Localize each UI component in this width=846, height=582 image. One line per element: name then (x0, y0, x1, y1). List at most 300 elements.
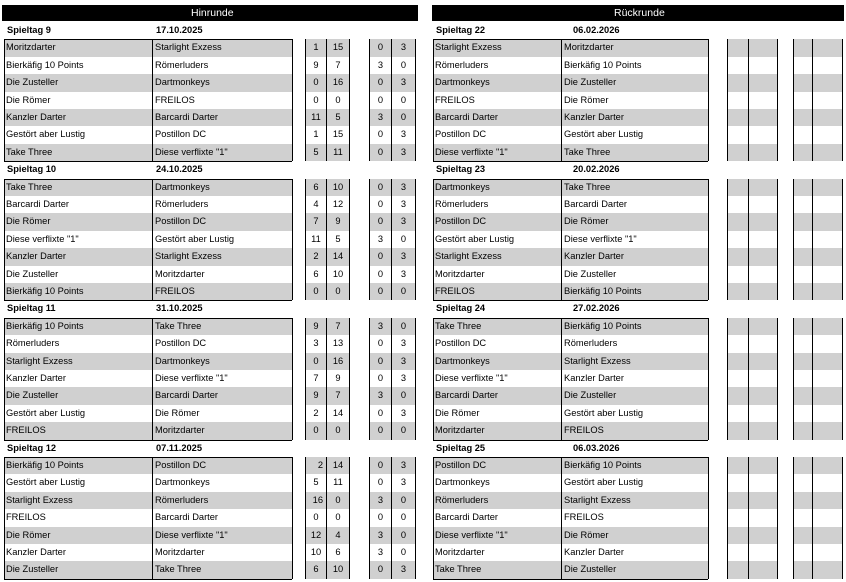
points-away: 0 (392, 422, 416, 439)
home-team: Moritzdarter (4, 39, 152, 56)
matchday-title: Spieltag 25 (436, 442, 486, 453)
points-away: 3 (392, 370, 416, 387)
return-points-home (793, 109, 813, 126)
return-points-home (793, 266, 813, 283)
return-away-team: Gestört aber Lustig (564, 407, 644, 418)
points-away: 3 (392, 353, 416, 370)
matchday-date: 24.10.2025 (156, 164, 203, 175)
return-score-away (749, 387, 778, 404)
return-home-team: Römerluders (435, 199, 489, 209)
return-away-team: Die Römer (562, 527, 708, 544)
points-away: 0 (392, 231, 416, 248)
grid-line (152, 318, 153, 440)
score-away: 5 (327, 231, 350, 248)
away-team: FREILOS (155, 94, 195, 105)
score-away: 0 (327, 422, 350, 439)
return-score-home (727, 39, 749, 56)
points-away: 0 (392, 109, 416, 126)
grid-line (433, 179, 434, 301)
return-points-home (793, 474, 813, 491)
return-away-team: Take Three (562, 144, 708, 161)
return-score-away (749, 266, 778, 283)
away-team: Dartmonkeys (153, 179, 292, 196)
score-away: 11 (327, 474, 350, 491)
return-home-team: Dartmonkeys (433, 74, 561, 91)
return-score-away (749, 231, 778, 248)
home-team: Römerluders (6, 338, 60, 349)
return-score-away (749, 248, 778, 265)
away-team: Take Three (153, 561, 292, 578)
away-team: Barcardi Darter (153, 109, 292, 126)
return-points-home (793, 509, 813, 526)
away-team: Diese verflixte "1" (153, 144, 292, 161)
points-away: 3 (392, 405, 416, 422)
grid-line (292, 318, 293, 440)
grid-line (4, 457, 292, 458)
return-score-home (727, 213, 749, 230)
grid-line (433, 318, 708, 319)
return-score-away (749, 527, 778, 544)
points-home: 3 (369, 109, 392, 126)
return-away-team: Die Römer (564, 94, 609, 105)
points-away: 0 (392, 527, 416, 544)
home-team: Bierkäfig 10 Points (4, 283, 152, 300)
score-away: 11 (327, 144, 350, 161)
return-away-team: Bierkäfig 10 Points (562, 283, 708, 300)
score-away: 13 (327, 335, 350, 352)
score-home: 4 (305, 196, 327, 213)
home-team: Die Römer (6, 94, 51, 105)
away-team: Dartmonkeys (153, 74, 292, 91)
home-team: Die Römer (4, 527, 152, 544)
return-away-team: Kanzler Darter (562, 248, 708, 265)
return-away-team: Die Zusteller (562, 561, 708, 578)
points-away: 3 (392, 74, 416, 91)
return-away-team: Gestört aber Lustig (564, 477, 644, 488)
score-away: 16 (327, 74, 350, 91)
score-away: 0 (327, 492, 350, 509)
return-points-home (793, 179, 813, 196)
home-team: Kanzler Darter (6, 547, 66, 557)
grid-line (561, 318, 562, 440)
return-home-team: Postillon DC (433, 213, 561, 230)
grid-line (152, 457, 153, 579)
grid-line (708, 318, 709, 440)
return-points-home (793, 231, 813, 248)
home-team: Bierkäfig 10 Points (6, 59, 84, 70)
score-home: 0 (305, 353, 327, 370)
points-home: 3 (369, 527, 392, 544)
away-team: Die Römer (155, 407, 200, 418)
points-home: 0 (369, 92, 392, 109)
points-home: 0 (369, 353, 392, 370)
return-home-team: Dartmonkeys (433, 353, 561, 370)
return-points-away (813, 109, 843, 126)
return-points-home (793, 422, 813, 439)
return-points-home (793, 353, 813, 370)
return-points-away (813, 144, 843, 161)
grid-line (433, 39, 434, 161)
return-away-team: Starlight Exzess (562, 492, 708, 509)
points-away: 0 (392, 492, 416, 509)
home-team: Die Römer (4, 213, 152, 230)
away-team: Römerluders (155, 59, 209, 70)
return-points-home (793, 92, 813, 109)
return-points-away (813, 318, 843, 335)
home-team: Starlight Exzess (4, 492, 152, 509)
points-away: 3 (392, 335, 416, 352)
points-home: 3 (369, 57, 392, 74)
away-team: Postillon DC (153, 457, 292, 474)
matchday-date: 20.02.2026 (573, 164, 620, 175)
score-home: 5 (305, 474, 327, 491)
score-home: 11 (305, 231, 327, 248)
home-team: Bierkäfig 10 Points (4, 457, 152, 474)
return-points-away (813, 39, 843, 56)
return-score-home (727, 405, 749, 422)
return-points-home (793, 196, 813, 213)
points-away: 0 (392, 387, 416, 404)
home-team: Gestört aber Lustig (6, 129, 86, 140)
away-team: Barcardi Darter (155, 512, 219, 523)
score-home: 1 (305, 126, 327, 143)
grid-line (4, 318, 5, 440)
return-points-away (813, 179, 843, 196)
score-away: 16 (327, 353, 350, 370)
score-home: 0 (305, 283, 327, 300)
score-home: 11 (305, 109, 327, 126)
score-home: 9 (305, 387, 327, 404)
grid-line (708, 179, 709, 301)
score-home: 0 (305, 92, 327, 109)
return-away-team: Gestört aber Lustig (564, 129, 644, 140)
return-away-team: Bierkäfig 10 Points (562, 457, 708, 474)
grid-line (433, 318, 434, 440)
score-home: 6 (305, 266, 327, 283)
score-home: 0 (305, 74, 327, 91)
return-away-team: FREILOS (564, 512, 604, 523)
home-team: Kanzler Darter (4, 109, 152, 126)
grid-line (292, 39, 293, 161)
score-home: 3 (305, 335, 327, 352)
return-score-away (749, 405, 778, 422)
grid-line (433, 579, 708, 580)
return-points-away (813, 405, 843, 422)
score-home: 2 (305, 405, 327, 422)
return-points-home (793, 370, 813, 387)
score-home: 1 (305, 39, 327, 56)
return-points-away (813, 527, 843, 544)
return-score-home (727, 318, 749, 335)
grid-line (292, 457, 293, 579)
matchday-date: 17.10.2025 (156, 25, 203, 35)
away-team: Diese verflixte "1" (153, 527, 292, 544)
return-home-team: Barcardi Darter (433, 109, 561, 126)
away-team: Postillon DC (155, 129, 207, 140)
points-home: 0 (369, 74, 392, 91)
score-away: 7 (327, 57, 350, 74)
return-score-away (749, 422, 778, 439)
score-home: 2 (305, 457, 327, 474)
return-points-away (813, 422, 843, 439)
return-score-away (749, 126, 778, 143)
home-team: Kanzler Darter (4, 248, 152, 265)
return-score-away (749, 318, 778, 335)
return-score-away (749, 196, 778, 213)
return-score-home (727, 231, 749, 248)
points-home: 0 (369, 509, 392, 526)
return-points-away (813, 126, 843, 143)
points-away: 3 (392, 179, 416, 196)
score-away: 10 (327, 266, 350, 283)
return-points-away (813, 561, 843, 578)
return-home-team: Take Three (433, 561, 561, 578)
grid-line (4, 39, 5, 161)
points-away: 0 (392, 509, 416, 526)
away-team: Dartmonkeys (153, 353, 292, 370)
away-team: Starlight Exzess (153, 248, 292, 265)
return-score-away (749, 457, 778, 474)
score-home: 9 (305, 318, 327, 335)
return-score-away (749, 474, 778, 491)
score-away: 4 (327, 527, 350, 544)
return-home-team: Postillon DC (433, 457, 561, 474)
score-home: 9 (305, 57, 327, 74)
points-away: 3 (392, 561, 416, 578)
points-home: 0 (369, 561, 392, 578)
return-score-home (727, 474, 749, 491)
return-score-home (727, 353, 749, 370)
return-score-home (727, 248, 749, 265)
return-score-home (727, 74, 749, 91)
points-home: 0 (369, 248, 392, 265)
return-away-team: Diese verflixte "1" (564, 233, 637, 244)
return-score-home (727, 457, 749, 474)
grid-line (433, 457, 434, 579)
return-points-home (793, 248, 813, 265)
away-team: Diese verflixte "1" (155, 373, 228, 383)
home-team: Gestört aber Lustig (6, 477, 86, 488)
home-team: Die Zusteller (4, 74, 152, 91)
grid-line (152, 179, 153, 301)
return-points-home (793, 39, 813, 56)
score-away: 14 (327, 405, 350, 422)
return-score-home (727, 266, 749, 283)
grid-line (708, 39, 709, 161)
matchday-title: Spieltag 22 (436, 25, 486, 35)
return-points-away (813, 283, 843, 300)
grid-line (433, 39, 708, 40)
away-team: FREILOS (153, 283, 292, 300)
return-home-team: Römerluders (435, 59, 489, 70)
return-score-away (749, 283, 778, 300)
return-score-away (749, 92, 778, 109)
score-away: 15 (327, 126, 350, 143)
away-team: Gestört aber Lustig (155, 233, 235, 244)
return-score-away (749, 57, 778, 74)
return-score-away (749, 74, 778, 91)
points-home: 0 (369, 126, 392, 143)
return-points-away (813, 248, 843, 265)
return-score-home (727, 527, 749, 544)
home-team: Take Three (4, 179, 152, 196)
score-away: 15 (327, 39, 350, 56)
home-team: Take Three (4, 144, 152, 161)
return-home-team: Starlight Exzess (433, 39, 561, 56)
return-home-team: Moritzdarter (433, 422, 561, 439)
score-away: 5 (327, 109, 350, 126)
return-points-home (793, 57, 813, 74)
return-score-home (727, 92, 749, 109)
return-points-home (793, 544, 813, 561)
points-home: 3 (369, 318, 392, 335)
return-home-team: Postillon DC (435, 129, 487, 140)
away-team: Römerluders (153, 492, 292, 509)
score-home: 7 (305, 213, 327, 230)
matchday-title: Spieltag 10 (7, 164, 57, 175)
points-home: 0 (369, 266, 392, 283)
points-home: 3 (369, 544, 392, 561)
return-home-team: Barcardi Darter (433, 387, 561, 404)
return-score-home (727, 283, 749, 300)
points-away: 0 (392, 57, 416, 74)
return-score-home (727, 57, 749, 74)
hinrunde-header (2, 5, 418, 21)
points-away: 3 (392, 39, 416, 56)
score-away: 10 (327, 179, 350, 196)
return-score-away (749, 544, 778, 561)
return-home-team: Römerluders (433, 492, 561, 509)
return-points-away (813, 509, 843, 526)
return-away-team: Moritzdarter (562, 39, 708, 56)
return-points-away (813, 387, 843, 404)
home-team: Die Zusteller (4, 561, 152, 578)
home-team: Die Zusteller (6, 268, 59, 279)
return-away-team: Kanzler Darter (564, 373, 624, 383)
return-points-away (813, 92, 843, 109)
matchday-title: Spieltag 11 (7, 303, 56, 314)
return-points-home (793, 283, 813, 300)
score-away: 14 (327, 248, 350, 265)
points-home: 0 (369, 213, 392, 230)
return-points-home (793, 405, 813, 422)
return-score-home (727, 144, 749, 161)
return-score-away (749, 109, 778, 126)
grid-line (4, 39, 292, 40)
return-points-away (813, 196, 843, 213)
grid-line (152, 39, 153, 161)
score-away: 14 (327, 457, 350, 474)
away-team: Postillon DC (153, 213, 292, 230)
return-home-team: FREILOS (433, 283, 561, 300)
points-away: 0 (392, 544, 416, 561)
home-team: Kanzler Darter (6, 373, 66, 383)
return-score-home (727, 544, 749, 561)
return-home-team: Die Römer (435, 407, 480, 418)
points-away: 0 (392, 283, 416, 300)
return-score-home (727, 370, 749, 387)
return-points-home (793, 527, 813, 544)
matchday-date: 06.03.2026 (573, 442, 620, 453)
matchday-date: 27.02.2026 (573, 303, 620, 314)
points-home: 0 (369, 370, 392, 387)
away-team: Moritzdarter (155, 547, 205, 557)
rueckrunde-header (432, 5, 844, 21)
score-home: 6 (305, 179, 327, 196)
return-away-team: Die Zusteller (562, 387, 708, 404)
score-away: 6 (327, 544, 350, 561)
points-home: 0 (369, 39, 392, 56)
points-home: 0 (369, 179, 392, 196)
return-away-team: Take Three (562, 179, 708, 196)
home-team: Diese verflixte "1" (6, 233, 79, 244)
return-score-away (749, 179, 778, 196)
points-home: 0 (369, 405, 392, 422)
away-team: Starlight Exzess (153, 39, 292, 56)
matchday-date: 07.11.2025 (156, 442, 203, 453)
return-away-team: Römerluders (564, 338, 618, 349)
points-home: 0 (369, 283, 392, 300)
return-home-team: Postillon DC (435, 338, 487, 349)
points-home: 0 (369, 457, 392, 474)
return-score-away (749, 39, 778, 56)
points-away: 3 (392, 457, 416, 474)
points-away: 3 (392, 196, 416, 213)
home-team: Starlight Exzess (4, 353, 152, 370)
return-points-home (793, 318, 813, 335)
score-away: 9 (327, 370, 350, 387)
points-home: 0 (369, 422, 392, 439)
return-points-away (813, 544, 843, 561)
score-home: 5 (305, 144, 327, 161)
grid-line (292, 179, 293, 301)
return-home-team: Diese verflixte "1" (433, 527, 561, 544)
return-points-home (793, 144, 813, 161)
return-points-away (813, 353, 843, 370)
matchday-date: 31.10.2025 (156, 303, 203, 314)
return-points-home (793, 213, 813, 230)
score-home: 7 (305, 370, 327, 387)
points-away: 3 (392, 126, 416, 143)
return-away-team: Kanzler Darter (564, 547, 624, 557)
return-score-away (749, 213, 778, 230)
return-score-away (749, 144, 778, 161)
return-points-home (793, 561, 813, 578)
away-team: Barcardi Darter (153, 387, 292, 404)
matchday-title: Spieltag 24 (436, 303, 486, 314)
return-points-away (813, 474, 843, 491)
home-team: Gestört aber Lustig (6, 407, 86, 418)
return-points-home (793, 126, 813, 143)
return-score-home (727, 422, 749, 439)
points-home: 0 (369, 196, 392, 213)
return-points-away (813, 370, 843, 387)
score-home: 10 (305, 544, 327, 561)
hinrunde-label: Hinrunde (191, 7, 234, 19)
return-away-team: Kanzler Darter (562, 109, 708, 126)
score-away: 0 (327, 509, 350, 526)
return-away-team: Die Römer (562, 213, 708, 230)
return-home-team: Gestört aber Lustig (435, 233, 515, 244)
grid-line (4, 579, 292, 580)
score-home: 6 (305, 561, 327, 578)
home-team: FREILOS (6, 512, 46, 523)
score-away: 0 (327, 283, 350, 300)
away-team: Römerluders (155, 199, 209, 209)
rueckrunde-label: Rückrunde (614, 7, 665, 19)
grid-line (561, 179, 562, 301)
return-points-home (793, 492, 813, 509)
